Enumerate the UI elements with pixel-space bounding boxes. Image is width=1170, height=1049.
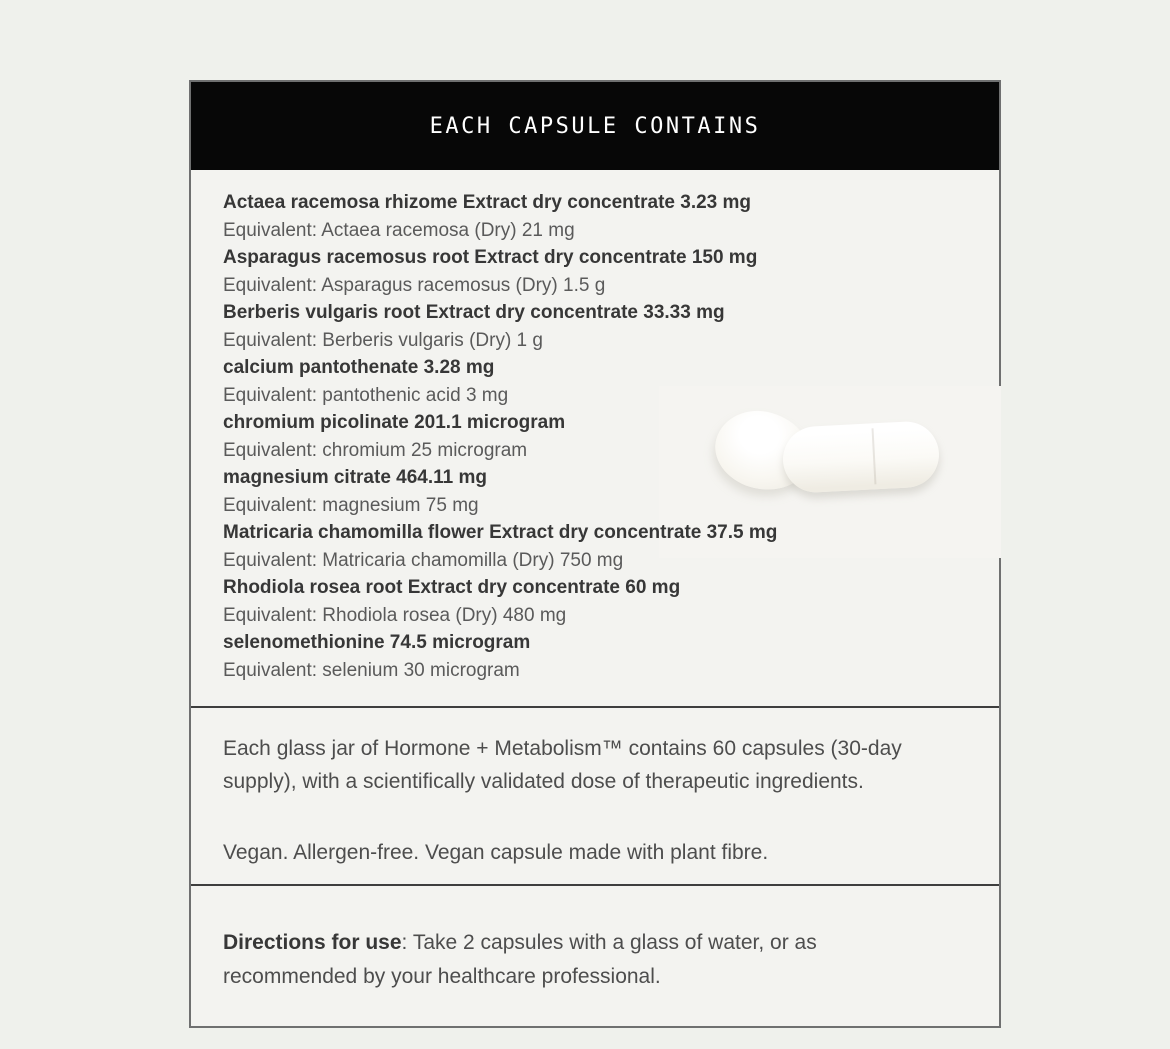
ingredient-row [223, 299, 999, 354]
directions-label: Directions for use [223, 931, 402, 954]
ingredient-equivalent: Equivalent: Matricaria chamomilla (Dry) 750 mg [223, 549, 624, 571]
ingredient-name: Rhodiola rosea root Extract dry concentrate 60 mg [223, 577, 681, 598]
ingredient-name: Actaea racemosa rhizome Extract dry concentrate 3.23 mg [223, 192, 752, 213]
ingredient-row [223, 464, 999, 519]
ingredient-name: chromium picolinate 201.1 microgram [223, 412, 566, 433]
ingredient-row [223, 409, 999, 464]
directions-paragraph [223, 926, 943, 994]
ingredient-equivalent: Equivalent: selenium 30 microgram [223, 659, 520, 681]
ingredient-row [223, 354, 999, 409]
dietary-note: Vegan. Allergen-free. Vegan capsule made with plant fibre. [223, 841, 769, 864]
ingredient-row [223, 629, 999, 684]
ingredient-name: Asparagus racemosus root Extract dry concentrate 150 mg [223, 247, 758, 268]
supplement-facts-card [189, 80, 1001, 1028]
ingredient-name: selenomethionine 74.5 microgram [223, 632, 531, 653]
ingredients-section [191, 170, 999, 706]
card-header [191, 82, 999, 170]
directions-text: : Take 2 capsules with a glass of water, or as recommended by your healthcare professional. [223, 931, 817, 988]
ingredient-equivalent: Equivalent: Asparagus racemosus (Dry) 1.5 g [223, 274, 606, 296]
ingredient-equivalent: Equivalent: Actaea racemosa (Dry) 21 mg [223, 219, 575, 241]
ingredient-equivalent: Equivalent: chromium 25 microgram [223, 439, 528, 461]
ingredient-name: magnesium citrate 464.11 mg [223, 467, 488, 488]
ingredient-equivalent: Equivalent: Berberis vulgaris (Dry) 1 g [223, 329, 543, 351]
jar-info-section [191, 706, 999, 884]
ingredient-row [223, 574, 999, 629]
ingredient-row [223, 519, 999, 574]
jar-description: Each glass jar of Hormone + Metabolism™ contains 60 capsules (30-day supply), with a scientifically validated dose of therapeutic ingredients. [223, 737, 902, 793]
ingredient-equivalent: Equivalent: pantothenic acid 3 mg [223, 384, 509, 406]
ingredient-name: Matricaria chamomilla flower Extract dry concentrate 37.5 mg [223, 522, 778, 543]
directions-section [191, 884, 999, 1026]
card-title: EACH CAPSULE CONTAINS [429, 113, 761, 139]
ingredient-row [223, 244, 999, 299]
ingredient-name: Berberis vulgaris root Extract dry concentrate 33.33 mg [223, 302, 725, 323]
ingredient-equivalent: Equivalent: magnesium 75 mg [223, 494, 479, 516]
ingredient-name: calcium pantothenate 3.28 mg [223, 357, 495, 378]
ingredient-row [223, 189, 999, 244]
ingredient-equivalent: Equivalent: Rhodiola rosea (Dry) 480 mg [223, 604, 567, 626]
